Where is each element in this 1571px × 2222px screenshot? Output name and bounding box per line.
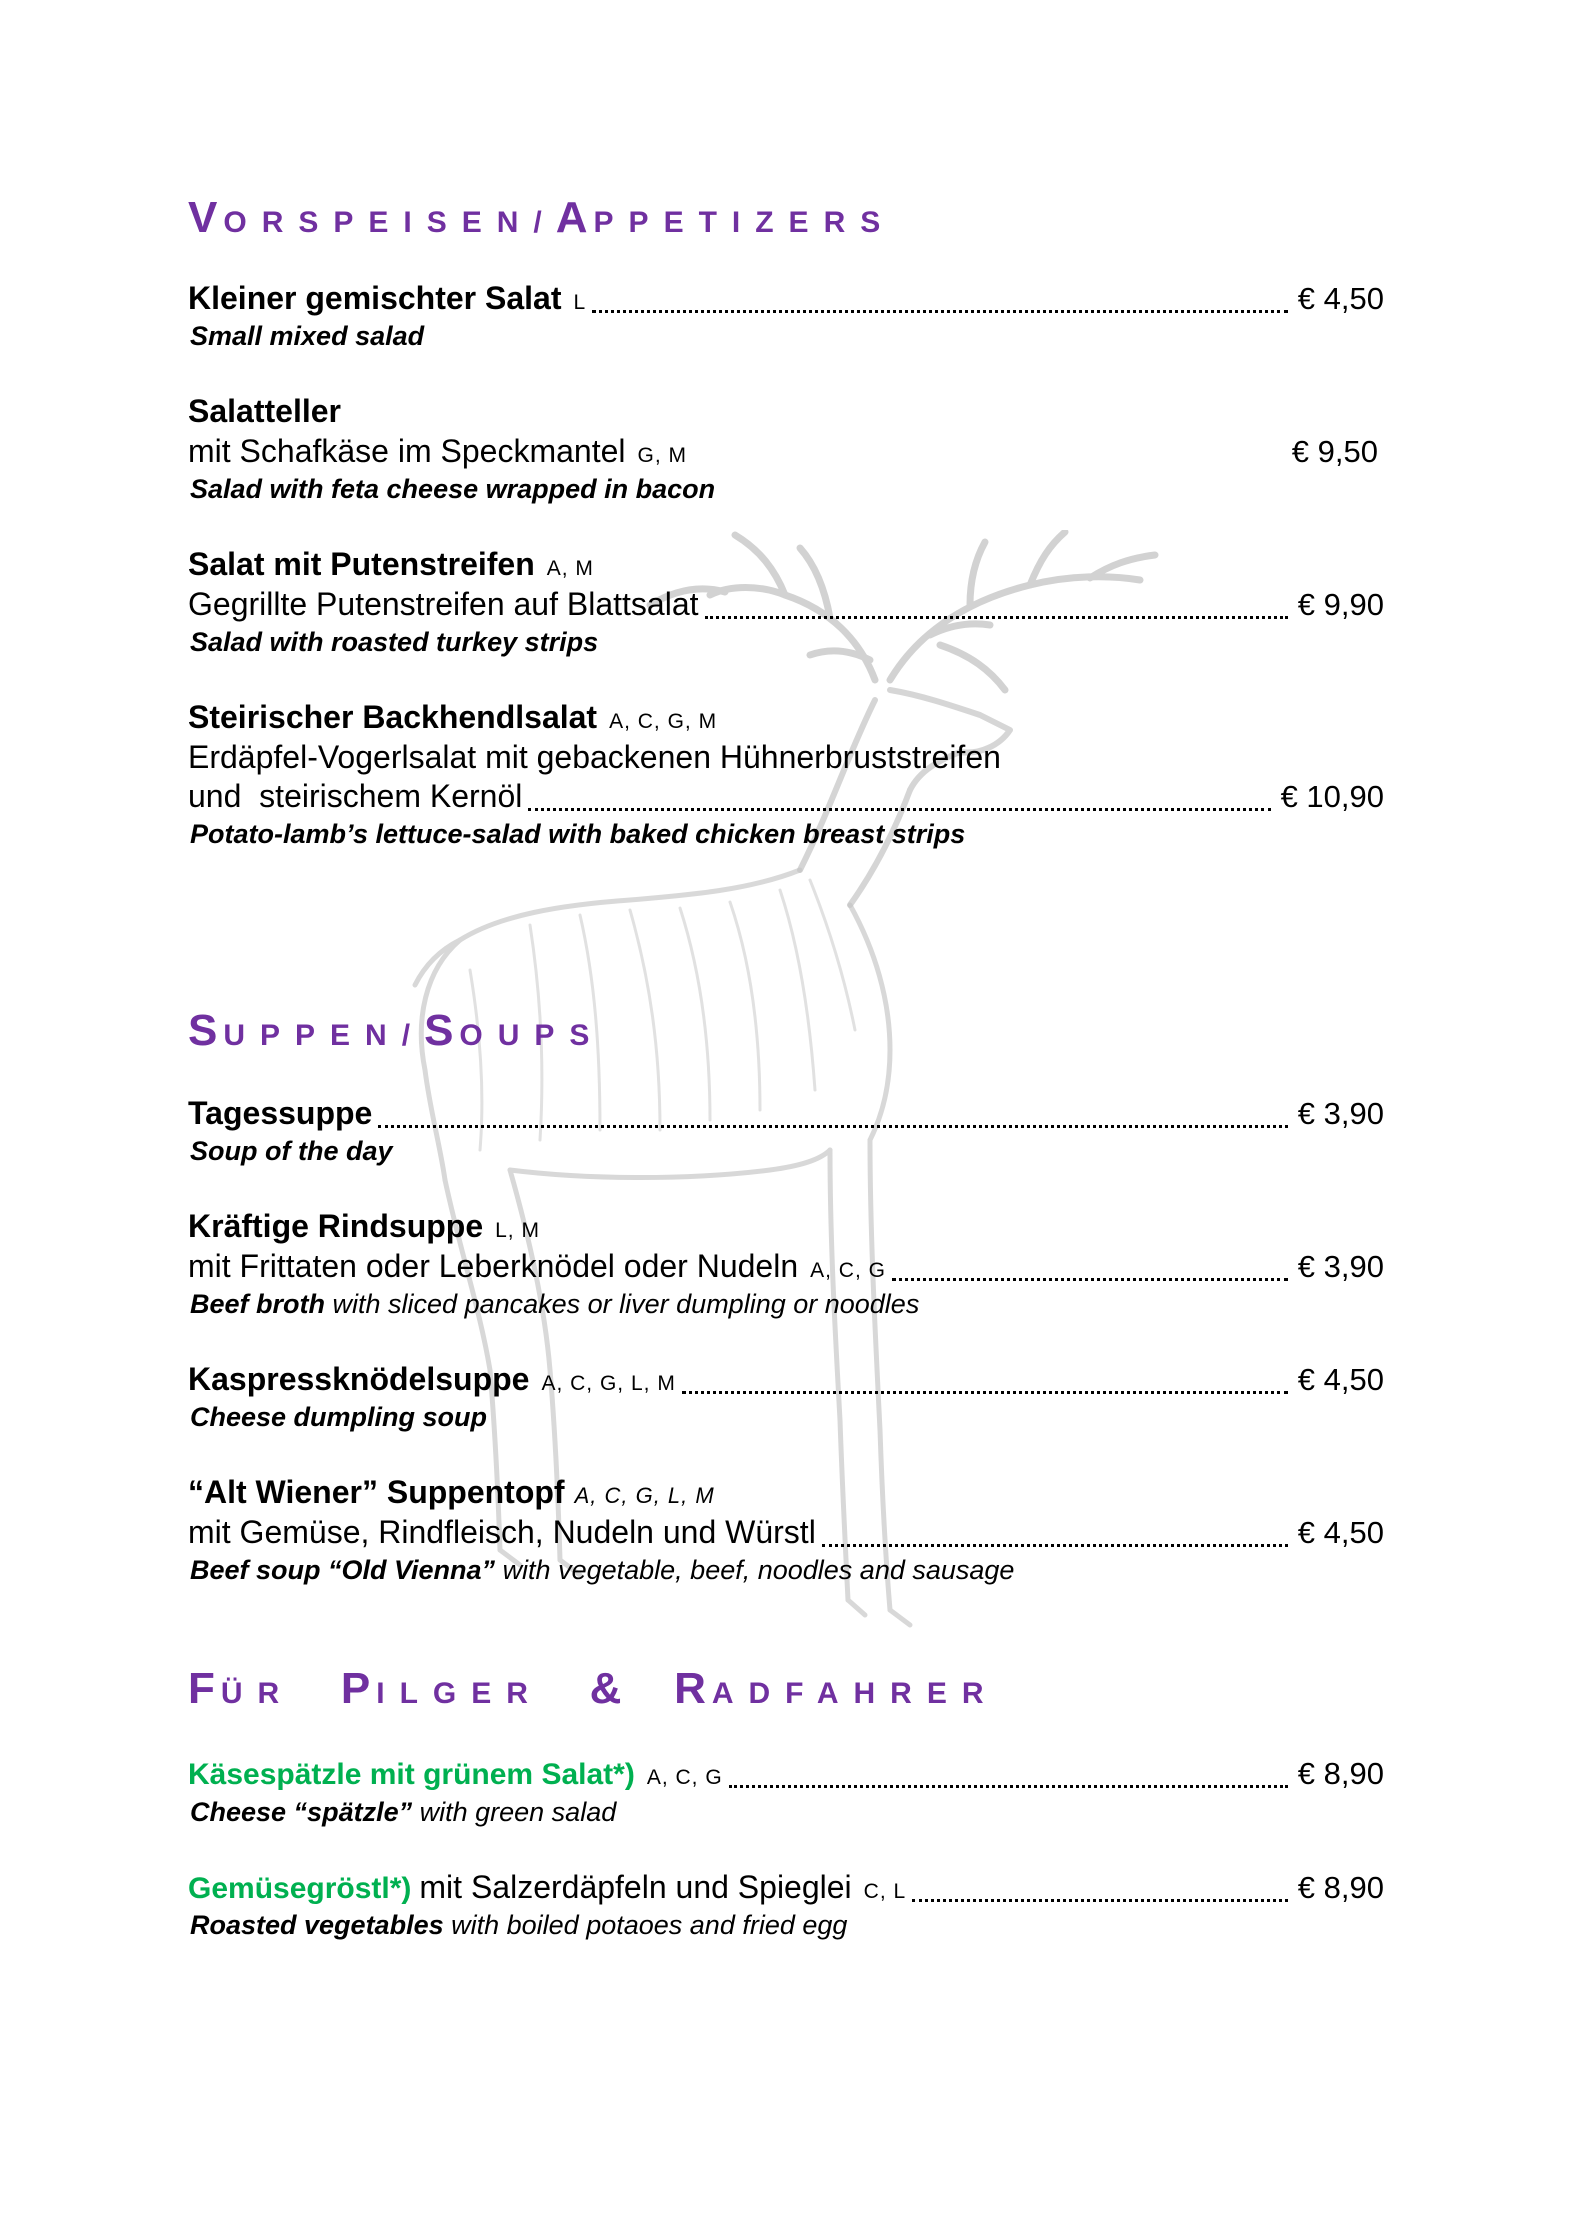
allergen-codes: L, M [495,1219,540,1242]
item-description: mit Gemüse, Rindfleisch, Nudeln und Würstl [188,1514,816,1550]
item-price: € 4,50 [1297,1515,1384,1550]
heading-word: ADFAHRER [711,1677,999,1710]
item-description: mit Schafkäse im Speckmantel [188,433,626,469]
heading-initial: A [555,193,594,242]
allergen-codes: A, C, G [646,1766,723,1789]
dotted-leader [682,1391,1288,1394]
dotted-leader [892,1278,1288,1281]
item-name: “Alt Wiener” Suppentopf [188,1474,565,1510]
allergen-codes: L [573,291,587,314]
heading-word: ÜR [220,1677,295,1710]
heading-initial: S [424,1006,460,1055]
item-translation: Salad with roasted turkey strips [190,627,599,657]
item-translation: Small mixed salad [190,321,425,351]
menu-item-backhendl-salad [188,699,717,736]
heading-initial: S [188,1006,224,1055]
menu-item-salad-plate-desc [188,433,1378,470]
item-price: € 10,90 [1280,779,1384,814]
menu-item-salad-plate [188,393,341,430]
item-price: € 8,90 [1297,1870,1384,1905]
menu-item-turkey-salad [188,546,594,583]
heading-initial: P [340,1664,377,1713]
item-price: € 4,50 [1297,1362,1384,1397]
dotted-leader [729,1785,1288,1788]
dotted-leader [705,616,1288,619]
heading-word: ILGER [376,1677,543,1710]
allergen-codes: A, M [546,557,594,580]
menu-item-backhendl-salad-desc [188,739,1001,776]
item-price: € 4,50 [1297,281,1384,316]
heading-word: OUPS [459,1019,605,1052]
item-price: € 9,50 [1291,434,1378,469]
item-translation: Beef soup “Old Vienna” with vegetable, beef, noodles and sausage [190,1555,1015,1585]
item-name: Gemüsegröstl*) [188,1872,412,1905]
allergen-codes: A, C, G, L, M [541,1372,676,1395]
item-translation: Potato-lamb’s lettuce-salad with baked chicken breast strips [190,819,966,849]
section-heading-pilgrims-cyclists [188,1664,999,1714]
heading-ampersand: & [589,1664,628,1713]
heading-initial: R [674,1664,712,1713]
menu-item-soup-of-the-day [188,1095,1384,1132]
item-price: € 3,90 [1297,1096,1384,1131]
item-name: Salatteller [188,393,341,429]
section-heading-appetizers [188,193,895,243]
menu-item-beef-broth-desc [188,1248,1384,1285]
heading-word: UPPEN [223,1019,402,1052]
item-name: Käsespätzle mit grünem Salat*) [188,1758,635,1791]
item-translation: Soup of the day [190,1136,393,1166]
item-description: mit Frittaten oder Leberknödel oder Nudeln [188,1248,799,1284]
item-name: Steirischer Backhendlsalat [188,699,598,735]
dotted-leader [592,310,1288,313]
item-translation: Cheese “spätzle” with green salad [190,1797,617,1827]
allergen-codes: G, M [637,444,687,467]
allergen-codes: A, C, G, M [609,710,718,733]
heading-initial: V [188,193,224,242]
allergen-codes: C, L [863,1880,907,1903]
menu-item-gemuesegroestl [188,1869,1384,1906]
menu-item-alt-wiener-soup-desc [188,1514,1384,1551]
item-description: mit Salzerdäpfeln und Spieglei [419,1869,852,1905]
section-heading-soups [188,1006,604,1056]
item-description: Erdäpfel-Vogerlsalat mit gebackenen Hühnerbruststreifen [188,739,1001,775]
item-description: Gegrillte Putenstreifen auf Blattsalat [188,586,699,622]
heading-word: ORSPEISEN [223,206,534,239]
dotted-leader [528,808,1270,811]
menu-item-cheese-dumpling-soup [188,1361,1384,1398]
item-name: Tagessuppe [188,1095,373,1131]
item-name: Kleiner gemischter Salat [188,280,562,316]
item-name: Salat mit Putenstreifen [188,546,535,582]
item-price: € 8,90 [1297,1756,1384,1791]
menu-item-alt-wiener-soup [188,1474,715,1511]
heading-initial: F [188,1664,221,1713]
menu-item-small-mixed-salad [188,280,1384,317]
item-translation: Cheese dumpling soup [190,1402,488,1432]
dotted-leader [822,1544,1288,1547]
item-price: € 3,90 [1297,1249,1384,1284]
item-translation: Roasted vegetables with boiled potaoes and fried egg [190,1910,848,1940]
item-name: Kaspressknödelsuppe [188,1361,530,1397]
dotted-leader [912,1899,1288,1902]
item-description: und steirischem Kernöl [188,778,523,814]
menu-item-backhendl-salad-desc2 [188,778,1384,815]
item-price: € 9,90 [1297,587,1384,622]
menu-item-kaesespaetzle [188,1756,1384,1792]
menu-item-beef-broth [188,1208,540,1245]
heading-separator: / [533,206,556,239]
item-translation: Salad with feta cheese wrapped in bacon [190,474,716,504]
item-translation: Beef broth with sliced pancakes or liver dumpling or noodles [190,1289,920,1319]
allergen-codes: A, C, G [810,1259,886,1282]
menu-item-turkey-salad-desc [188,586,1384,623]
heading-separator: / [401,1019,425,1052]
heading-word: PPETIZERS [593,206,896,239]
item-name: Kräftige Rindsuppe [188,1208,484,1244]
allergen-codes: A, C, G, L, M [574,1483,715,1508]
dotted-leader [378,1125,1287,1128]
